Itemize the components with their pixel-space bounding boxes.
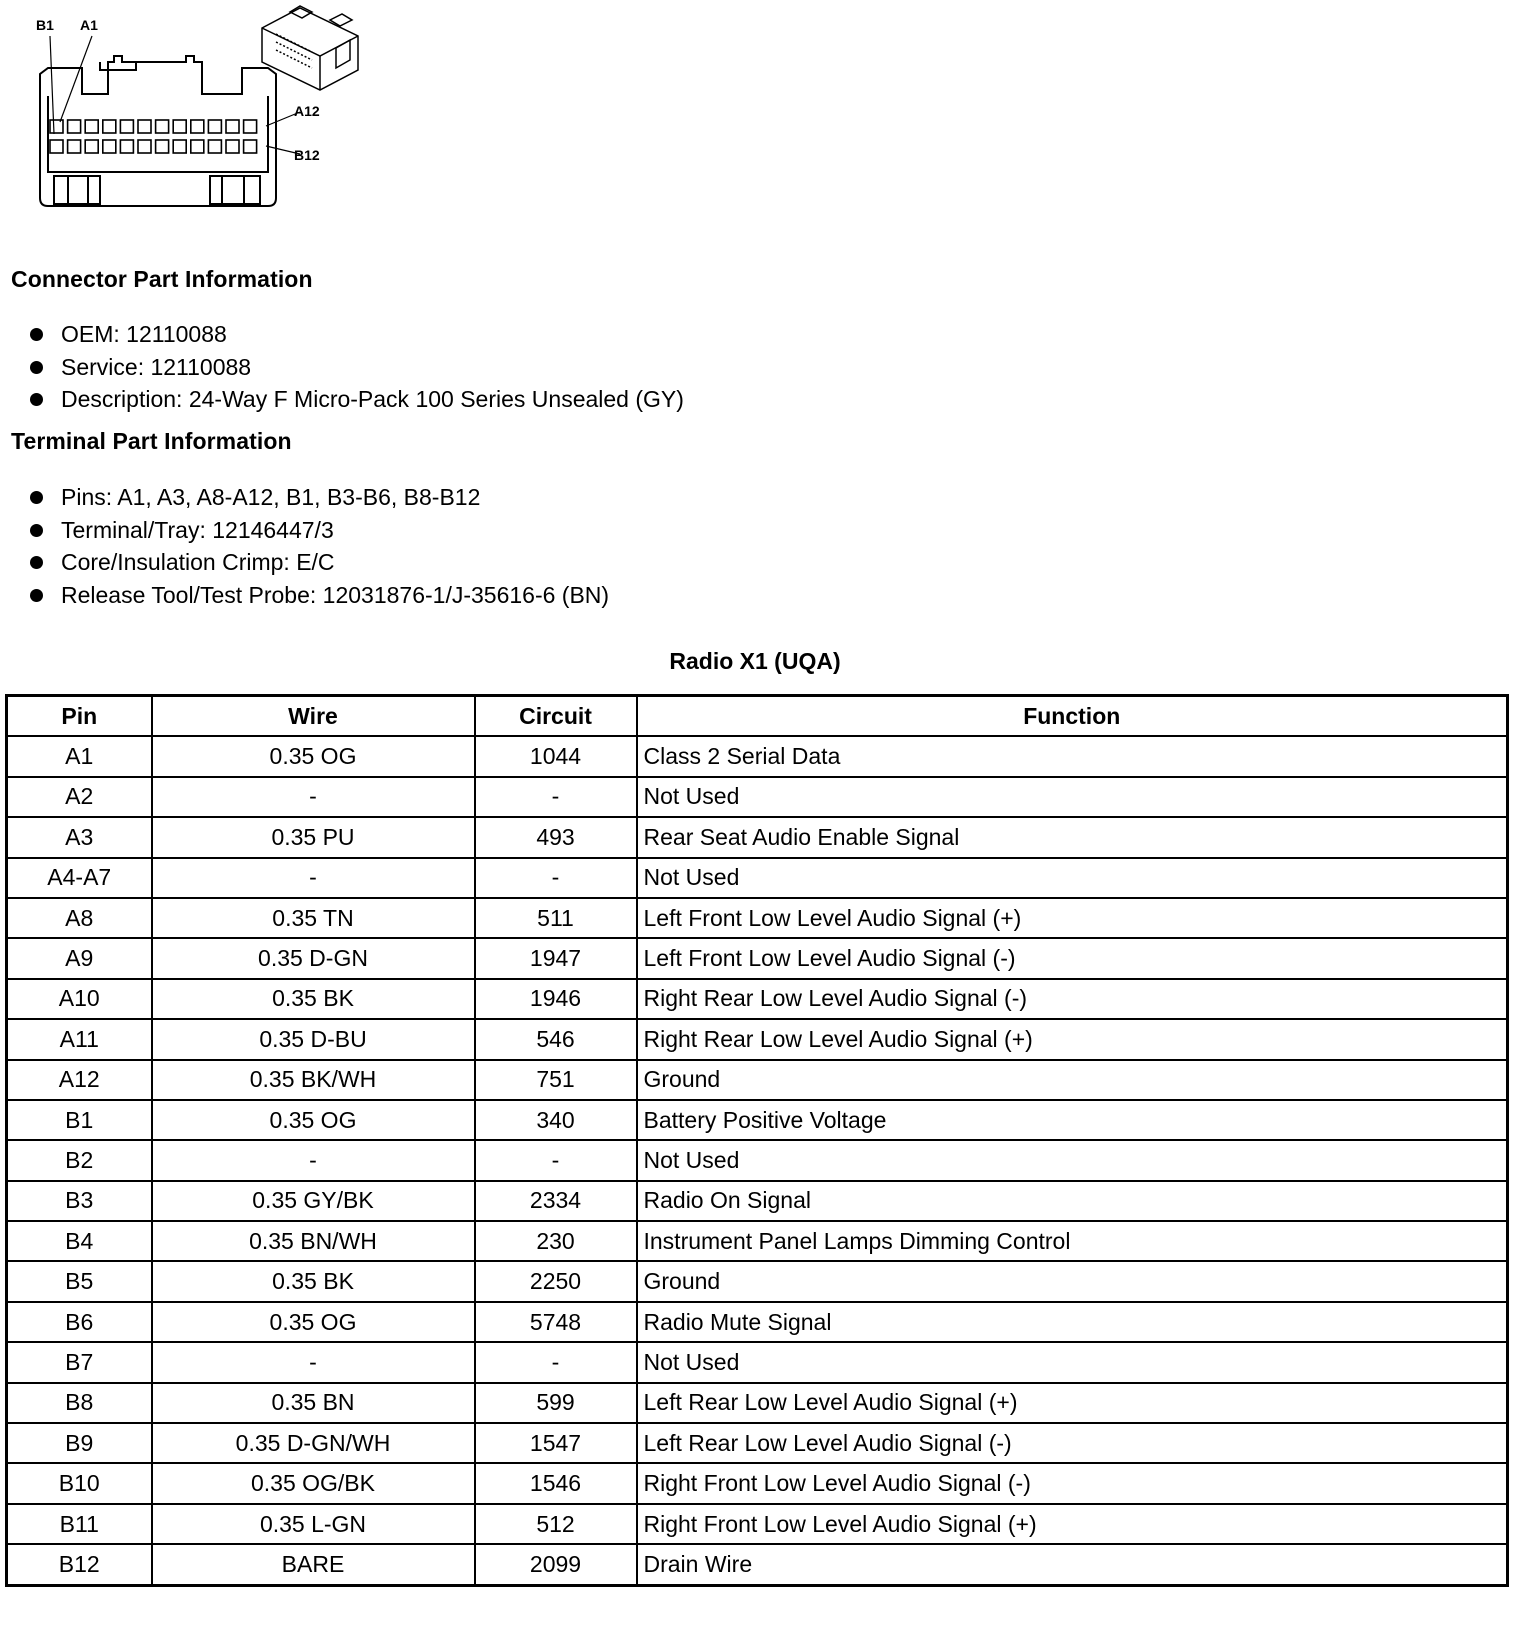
pin-cavity bbox=[208, 140, 221, 153]
table-row bbox=[7, 777, 1508, 817]
cell-circuit: 546 bbox=[475, 1019, 637, 1059]
cell-function: Ground bbox=[637, 1261, 1508, 1301]
pin-cavity bbox=[208, 120, 221, 133]
list-item: Description: 24-Way F Micro-Pack 100 Series Unsealed (GY) bbox=[30, 383, 684, 416]
table-row bbox=[7, 1019, 1508, 1059]
pin-cavity bbox=[120, 140, 133, 153]
cell-pin: B3 bbox=[7, 1181, 152, 1221]
cell-wire: 0.35 D-BU bbox=[152, 1019, 475, 1059]
cell-function: Right Front Low Level Audio Signal (-) bbox=[637, 1463, 1508, 1503]
cell-wire: 0.35 BN bbox=[152, 1383, 475, 1423]
cell-pin: B1 bbox=[7, 1100, 152, 1140]
pin-cavity bbox=[244, 140, 257, 153]
cell-pin: B2 bbox=[7, 1140, 152, 1180]
list-item: Core/Insulation Crimp: E/C bbox=[30, 546, 609, 579]
bullet-icon bbox=[30, 361, 43, 374]
pin-cavities bbox=[50, 120, 257, 153]
bullet-icon bbox=[30, 393, 43, 406]
cell-pin: A10 bbox=[7, 979, 152, 1019]
list-item: Release Tool/Test Probe: 12031876-1/J-35616-6 (BN) bbox=[30, 579, 609, 612]
table-row bbox=[7, 979, 1508, 1019]
terminal-part-info-list bbox=[30, 481, 609, 612]
bullet-icon bbox=[30, 556, 43, 569]
cell-wire: 0.35 D-GN/WH bbox=[152, 1423, 475, 1463]
pin-cavity bbox=[173, 140, 186, 153]
cell-wire: BARE bbox=[152, 1544, 475, 1585]
table-header-row bbox=[7, 696, 1508, 737]
header-pin: Pin bbox=[7, 696, 152, 737]
cell-wire: - bbox=[152, 858, 475, 898]
header-circuit: Circuit bbox=[475, 696, 637, 737]
pin-cavity bbox=[226, 140, 239, 153]
pin-cavity bbox=[103, 120, 116, 133]
table-row bbox=[7, 1504, 1508, 1544]
list-item: OEM: 12110088 bbox=[30, 318, 684, 351]
table-row bbox=[7, 938, 1508, 978]
label-b1: B1 bbox=[36, 17, 54, 33]
cell-function: Left Rear Low Level Audio Signal (-) bbox=[637, 1423, 1508, 1463]
leader-a1 bbox=[60, 36, 92, 122]
cell-pin: B7 bbox=[7, 1342, 152, 1382]
connector-part-info-list bbox=[30, 318, 684, 416]
pin-cavity bbox=[120, 120, 133, 133]
table-title: Radio X1 (UQA) bbox=[669, 648, 841, 674]
cell-function: Radio Mute Signal bbox=[637, 1302, 1508, 1342]
cell-function: Right Rear Low Level Audio Signal (+) bbox=[637, 1019, 1508, 1059]
cell-pin: B8 bbox=[7, 1383, 152, 1423]
cell-function: Not Used bbox=[637, 1140, 1508, 1180]
header-wire: Wire bbox=[152, 696, 475, 737]
connector-slot-left bbox=[54, 176, 100, 204]
cell-pin: B12 bbox=[7, 1544, 152, 1585]
cell-wire: 0.35 BK bbox=[152, 979, 475, 1019]
cell-wire: 0.35 OG bbox=[152, 736, 475, 776]
cell-pin: A12 bbox=[7, 1060, 152, 1100]
cell-function: Not Used bbox=[637, 858, 1508, 898]
cell-function: Radio On Signal bbox=[637, 1181, 1508, 1221]
cell-function: Not Used bbox=[637, 777, 1508, 817]
cell-function: Class 2 Serial Data bbox=[637, 736, 1508, 776]
bullet-icon bbox=[30, 491, 43, 504]
table-row bbox=[7, 1463, 1508, 1503]
cell-pin: A9 bbox=[7, 938, 152, 978]
pin-cavity bbox=[85, 120, 98, 133]
cell-circuit: 493 bbox=[475, 817, 637, 857]
cell-pin: A11 bbox=[7, 1019, 152, 1059]
cell-function: Ground bbox=[637, 1060, 1508, 1100]
cell-function: Instrument Panel Lamps Dimming Control bbox=[637, 1221, 1508, 1261]
cell-wire: 0.35 BK bbox=[152, 1261, 475, 1301]
pin-cavity bbox=[50, 140, 63, 153]
cell-function: Left Rear Low Level Audio Signal (+) bbox=[637, 1383, 1508, 1423]
cell-circuit: 1946 bbox=[475, 979, 637, 1019]
cell-pin: A3 bbox=[7, 817, 152, 857]
terminal-part-info-heading: Terminal Part Information bbox=[11, 428, 292, 454]
cell-circuit: - bbox=[475, 777, 637, 817]
table-row bbox=[7, 858, 1508, 898]
header-function: Function bbox=[637, 696, 1508, 737]
label-a1: A1 bbox=[80, 17, 98, 33]
cell-pin: B10 bbox=[7, 1463, 152, 1503]
connector-slot-right bbox=[210, 176, 260, 204]
cell-wire: 0.35 GY/BK bbox=[152, 1181, 475, 1221]
cell-pin: B5 bbox=[7, 1261, 152, 1301]
cell-circuit: - bbox=[475, 1342, 637, 1382]
table-row bbox=[7, 1100, 1508, 1140]
pin-cavity bbox=[50, 120, 63, 133]
cell-wire: 0.35 TN bbox=[152, 898, 475, 938]
cell-pin: B6 bbox=[7, 1302, 152, 1342]
table-row bbox=[7, 898, 1508, 938]
label-a12: A12 bbox=[294, 103, 320, 119]
cell-function: Not Used bbox=[637, 1342, 1508, 1382]
cell-pin: A8 bbox=[7, 898, 152, 938]
cell-function: Rear Seat Audio Enable Signal bbox=[637, 817, 1508, 857]
cell-wire: - bbox=[152, 1342, 475, 1382]
pin-cavity bbox=[156, 140, 169, 153]
pin-cavity bbox=[138, 120, 151, 133]
cell-circuit: 1044 bbox=[475, 736, 637, 776]
pin-cavity bbox=[173, 120, 186, 133]
pin-cavity bbox=[226, 120, 239, 133]
table-row bbox=[7, 1302, 1508, 1342]
cell-circuit: 340 bbox=[475, 1100, 637, 1140]
list-item: Pins: A1, A3, A8-A12, B1, B3-B6, B8-B12 bbox=[30, 481, 609, 514]
bullet-icon bbox=[30, 589, 43, 602]
table-row bbox=[7, 1423, 1508, 1463]
cell-circuit: 512 bbox=[475, 1504, 637, 1544]
connector-housing-outline bbox=[40, 56, 276, 206]
cell-wire: 0.35 OG bbox=[152, 1100, 475, 1140]
pin-cavity bbox=[85, 140, 98, 153]
cell-pin: B9 bbox=[7, 1423, 152, 1463]
list-item: Terminal/Tray: 12146447/3 bbox=[30, 514, 609, 547]
cell-circuit: 511 bbox=[475, 898, 637, 938]
cell-wire: 0.35 D-GN bbox=[152, 938, 475, 978]
cell-circuit: 2334 bbox=[475, 1181, 637, 1221]
bullet-icon bbox=[30, 524, 43, 537]
cell-wire: 0.35 OG/BK bbox=[152, 1463, 475, 1503]
cell-circuit: 751 bbox=[475, 1060, 637, 1100]
table-row bbox=[7, 1544, 1508, 1585]
table-row bbox=[7, 1383, 1508, 1423]
cell-wire: 0.35 BK/WH bbox=[152, 1060, 475, 1100]
cell-circuit: 230 bbox=[475, 1221, 637, 1261]
pin-cavity bbox=[191, 140, 204, 153]
cell-circuit: 1546 bbox=[475, 1463, 637, 1503]
table-row bbox=[7, 1181, 1508, 1221]
cell-wire: - bbox=[152, 777, 475, 817]
cell-function: Right Rear Low Level Audio Signal (-) bbox=[637, 979, 1508, 1019]
cell-circuit: - bbox=[475, 858, 637, 898]
table-row bbox=[7, 1261, 1508, 1301]
cell-circuit: - bbox=[475, 1140, 637, 1180]
table-row bbox=[7, 1060, 1508, 1100]
cell-function: Left Front Low Level Audio Signal (+) bbox=[637, 898, 1508, 938]
cell-function: Battery Positive Voltage bbox=[637, 1100, 1508, 1140]
cell-pin: A2 bbox=[7, 777, 152, 817]
cell-circuit: 1947 bbox=[475, 938, 637, 978]
pin-cavity bbox=[138, 140, 151, 153]
list-item: Service: 12110088 bbox=[30, 351, 684, 384]
cell-circuit: 2099 bbox=[475, 1544, 637, 1585]
table-row bbox=[7, 1221, 1508, 1261]
connector-latch bbox=[100, 62, 136, 70]
cell-wire: 0.35 BN/WH bbox=[152, 1221, 475, 1261]
cell-wire: 0.35 OG bbox=[152, 1302, 475, 1342]
cell-pin: B11 bbox=[7, 1504, 152, 1544]
cell-function: Drain Wire bbox=[637, 1544, 1508, 1585]
cell-wire: - bbox=[152, 1140, 475, 1180]
pin-table bbox=[5, 694, 1509, 1587]
cell-pin: A4-A7 bbox=[7, 858, 152, 898]
cell-pin: A1 bbox=[7, 736, 152, 776]
table-row bbox=[7, 817, 1508, 857]
cell-function: Left Front Low Level Audio Signal (-) bbox=[637, 938, 1508, 978]
table-row bbox=[7, 1140, 1508, 1180]
cell-circuit: 2250 bbox=[475, 1261, 637, 1301]
pin-cavity bbox=[68, 140, 81, 153]
pin-cavity bbox=[68, 120, 81, 133]
cell-circuit: 1547 bbox=[475, 1423, 637, 1463]
cell-function: Right Front Low Level Audio Signal (+) bbox=[637, 1504, 1508, 1544]
table-row bbox=[7, 1342, 1508, 1382]
connector-part-info-heading: Connector Part Information bbox=[11, 266, 313, 292]
pin-cavity bbox=[191, 120, 204, 133]
cell-wire: 0.35 PU bbox=[152, 817, 475, 857]
connector-diagram bbox=[0, 0, 380, 220]
pin-cavity bbox=[244, 120, 257, 133]
label-b12: B12 bbox=[294, 147, 320, 163]
bullet-icon bbox=[30, 328, 43, 341]
cell-circuit: 5748 bbox=[475, 1302, 637, 1342]
connector-inner-frame bbox=[48, 96, 268, 172]
pin-cavity bbox=[103, 140, 116, 153]
cell-pin: B4 bbox=[7, 1221, 152, 1261]
cell-circuit: 599 bbox=[475, 1383, 637, 1423]
cell-wire: 0.35 L-GN bbox=[152, 1504, 475, 1544]
pin-cavity bbox=[156, 120, 169, 133]
table-row bbox=[7, 736, 1508, 776]
